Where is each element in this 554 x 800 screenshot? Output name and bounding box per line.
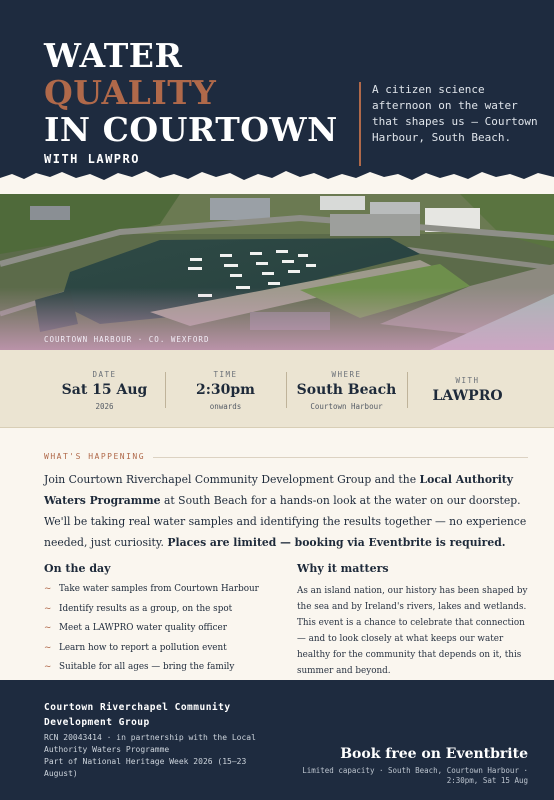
title-line-quality: QUALITY [44, 73, 217, 112]
where-sub: Courtown Harbour [310, 402, 383, 411]
rcn-partnership: RCN 20043414 · in partnership with the Local Authority Waters Programme [44, 733, 256, 754]
harbour-photo [0, 194, 554, 350]
time-sub: onwards [209, 402, 242, 411]
time-value: 2:30pm [196, 382, 255, 398]
intro-paragraph [44, 469, 530, 553]
on-the-day-list [44, 582, 284, 680]
date-value: Sat 15 Aug [61, 382, 148, 398]
intro-booking-note: Places are limited — booking via Eventbrite is required. [167, 536, 506, 549]
info-time [165, 350, 286, 428]
list-item-text: Learn how to report a pollution event [59, 642, 227, 653]
list-item [44, 582, 284, 602]
hero-banner [0, 0, 554, 200]
info-where [286, 350, 407, 428]
whats-happening-heading: WHAT'S HAPPENING [44, 452, 153, 461]
tilde-bullet-icon: ~ [44, 642, 52, 653]
eventbrite-cta[interactable]: Book free on Eventbrite [340, 746, 528, 762]
with-label: WITH [455, 376, 480, 385]
organiser-name: Courtown Riverchapel Community Development Group [44, 702, 231, 728]
harbour-aerial-image [0, 194, 554, 350]
tilde-bullet-icon: ~ [44, 584, 52, 594]
date-year: 2026 [95, 402, 114, 411]
tilde-bullet-icon: ~ [44, 662, 52, 672]
intro-highlight-lawpro: Local Authority Waters Programme [44, 473, 514, 507]
list-item [44, 602, 284, 622]
with-value: LAWPRO [432, 388, 503, 404]
list-item-text: Suitable for all ages — bring the family [59, 662, 235, 672]
tagline-divider [359, 82, 361, 166]
list-item [44, 641, 284, 661]
title-line-courtown: IN COURTOWN [44, 110, 338, 149]
why-it-matters-heading: Why it matters [297, 562, 389, 575]
info-date [44, 350, 165, 428]
footer [0, 680, 554, 800]
info-with [407, 350, 528, 428]
list-item [44, 621, 284, 641]
organiser-details [44, 732, 284, 780]
heritage-week-note: Part of National Heritage Week 2026 (15–23 August) [44, 757, 247, 778]
tilde-bullet-icon: ~ [44, 603, 52, 614]
list-item-text: Identify results as a group, on the spot [59, 603, 233, 614]
list-item-text: Take water samples from Courtown Harbour [59, 584, 259, 594]
event-subtitle: WITH LAWPRO [44, 152, 140, 166]
event-details-strip [0, 350, 554, 428]
where-label: WHERE [331, 370, 362, 379]
intro-text: Join Courtown Riverchapel Community Development Group and the [44, 473, 420, 486]
tilde-bullet-icon: ~ [44, 623, 52, 633]
cta-details: Limited capacity · South Beach, Courtown Harbour · 2:30pm, Sat 15 Aug [302, 766, 528, 785]
section-heading [44, 452, 528, 464]
on-the-day-heading: On the day [44, 562, 111, 575]
list-item-text: Meet a LAWPRO water quality officer [59, 623, 227, 633]
photo-caption: COURTOWN HARBOUR · CO. WEXFORD [44, 335, 210, 344]
list-item [44, 660, 284, 680]
intro-text: at South Beach for a hands-on look at the water on our doorstep. We'll be taking real water samples and identifying the results together — no experience needed, just curiosity. [44, 494, 527, 549]
title-line-water: WATER [44, 36, 183, 75]
where-value: South Beach [296, 382, 397, 398]
event-title [44, 37, 338, 166]
time-label: TIME [213, 370, 238, 379]
date-label: DATE [92, 370, 117, 379]
hero-tagline: A citizen science afternoon on the water that shapes us — Courtown Harbour, South Beach. [372, 83, 538, 144]
why-it-matters-text: As an island nation, our history has been shaped by the sea and by Ireland's rivers, lakes and wetlands. This event is a chance to celebrate that connection — and to look closely at what keeps our water healthy for the community that depends on it, this summer and beyond. [297, 586, 528, 676]
